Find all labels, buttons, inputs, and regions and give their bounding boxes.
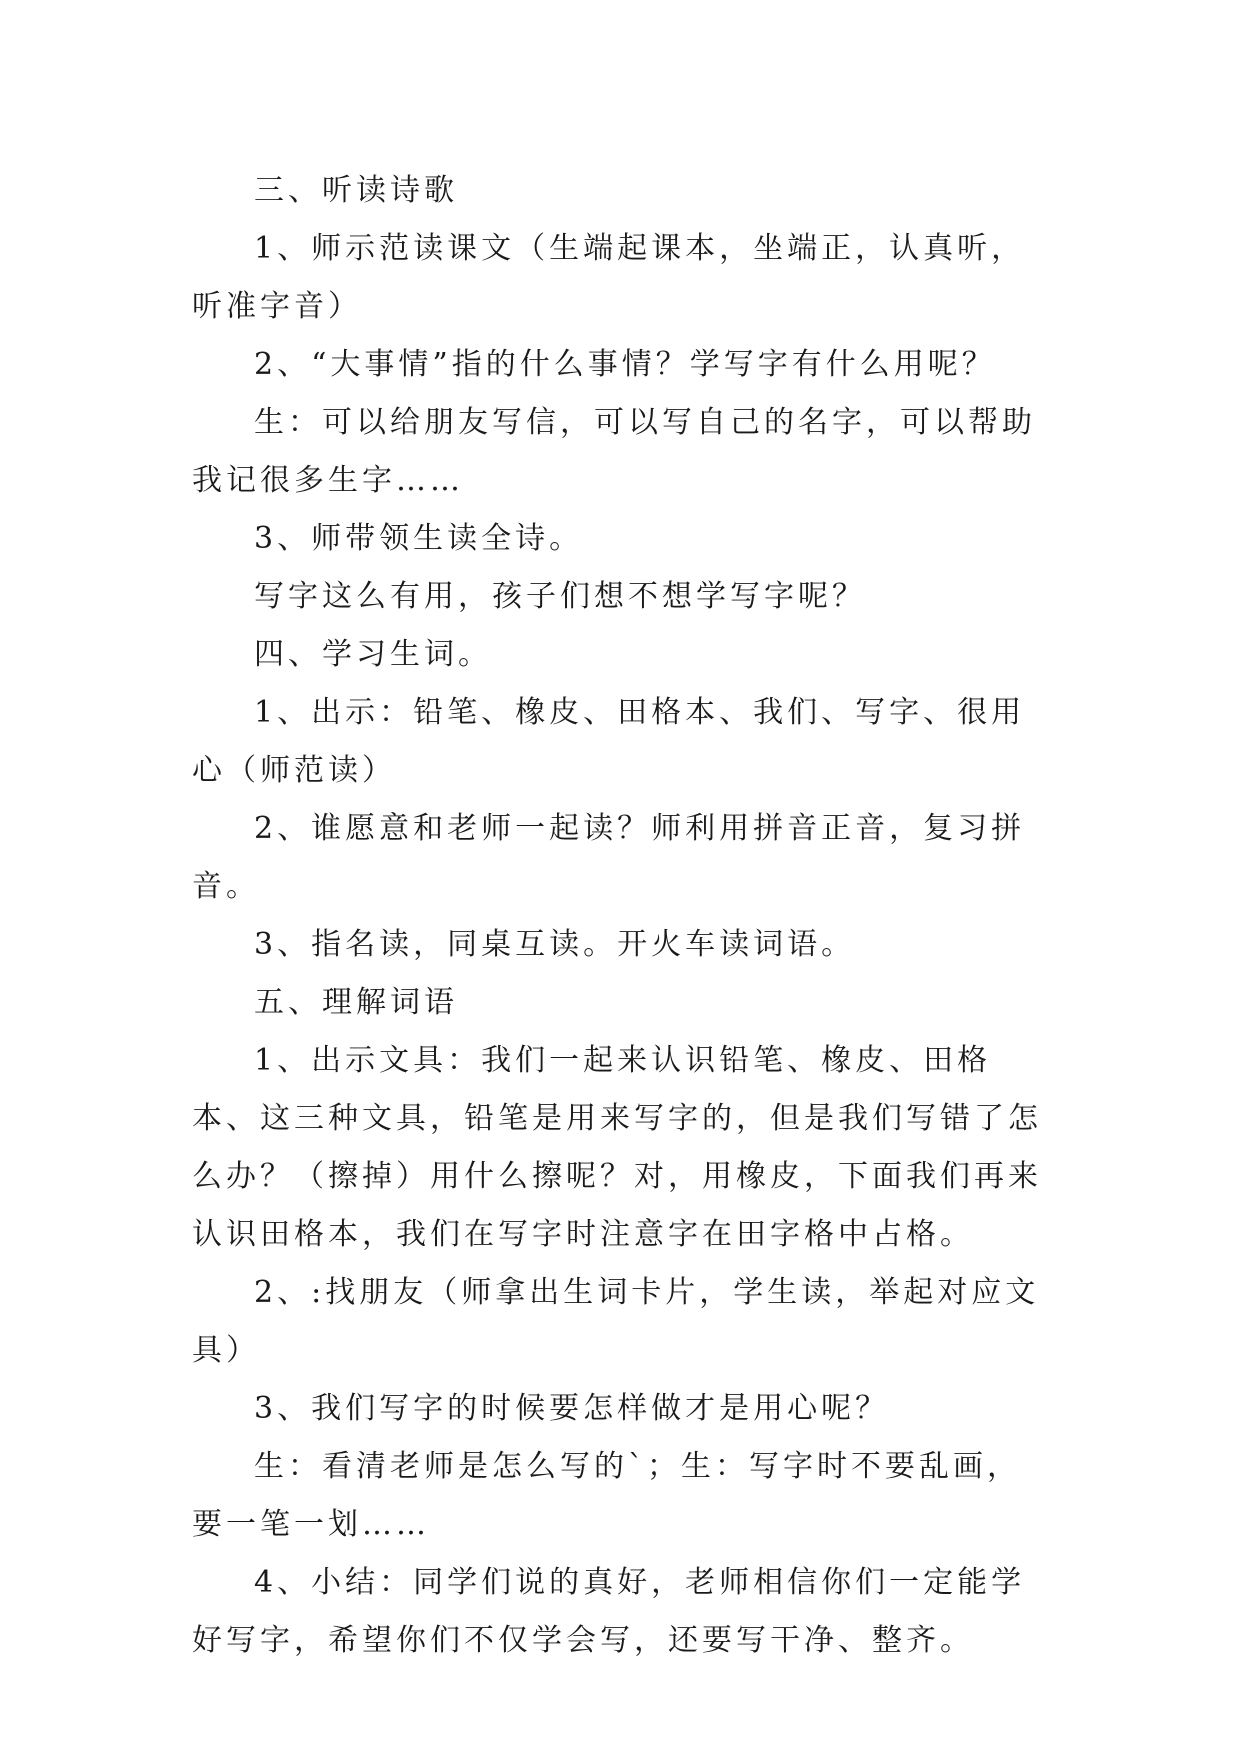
paragraph: 3、我们写字的时候要怎样做才是用心呢？ — [254, 1391, 890, 1426]
paragraph: 2、:找朋友（师拿出生词卡片，学生读，举起对应文具） — [192, 1275, 1040, 1368]
section-heading-listen: 三、听读诗歌 — [254, 173, 458, 208]
paragraph: 生：看清老师是怎么写的`；生：写字时不要乱画，要一笔一划…… — [192, 1449, 1021, 1542]
paragraph: 3、师带领生读全诗。 — [254, 521, 584, 556]
paragraph: 4、小结：同学们说的真好，老师相信你们一定能学好写字，希望你们不仅学会写，还要写干净、整齐。 — [192, 1565, 1026, 1658]
paragraph: 2、“大事情”指的什么事情？学写字有什么用呢？ — [254, 347, 996, 382]
document-body — [192, 162, 1052, 1670]
paragraph: 1、师示范读课文（生端起课本，坐端正，认真听，听准字音） — [192, 231, 1026, 324]
paragraph: 2、谁愿意和老师一起读？师利用拼音正音，复习拼音。 — [192, 811, 1026, 904]
paragraph: 写字这么有用，孩子们想不想学写字呢？ — [254, 579, 866, 614]
paragraph: 3、指名读，同桌互读。开火车读词语。 — [254, 927, 856, 962]
paragraph: 1、出示文具：我们一起来认识铅笔、橡皮、田格本、这三种文具，铅笔是用来写字的，但是我们写错了怎么办？（擦掉）用什么擦呢？对，用橡皮，下面我们再来认识田格本，我们在写字时注意字在田字格中占格。 — [192, 1043, 1042, 1252]
section-heading-understand: 五、理解词语 — [254, 985, 458, 1020]
paragraph: 生：可以给朋友写信，可以写自己的名字，可以帮助我记很多生字…… — [192, 405, 1036, 498]
paragraph: 1、出示：铅笔、橡皮、田格本、我们、写字、很用心（师范读） — [192, 695, 1026, 788]
section-heading-vocabulary: 四、学习生词。 — [254, 637, 492, 672]
